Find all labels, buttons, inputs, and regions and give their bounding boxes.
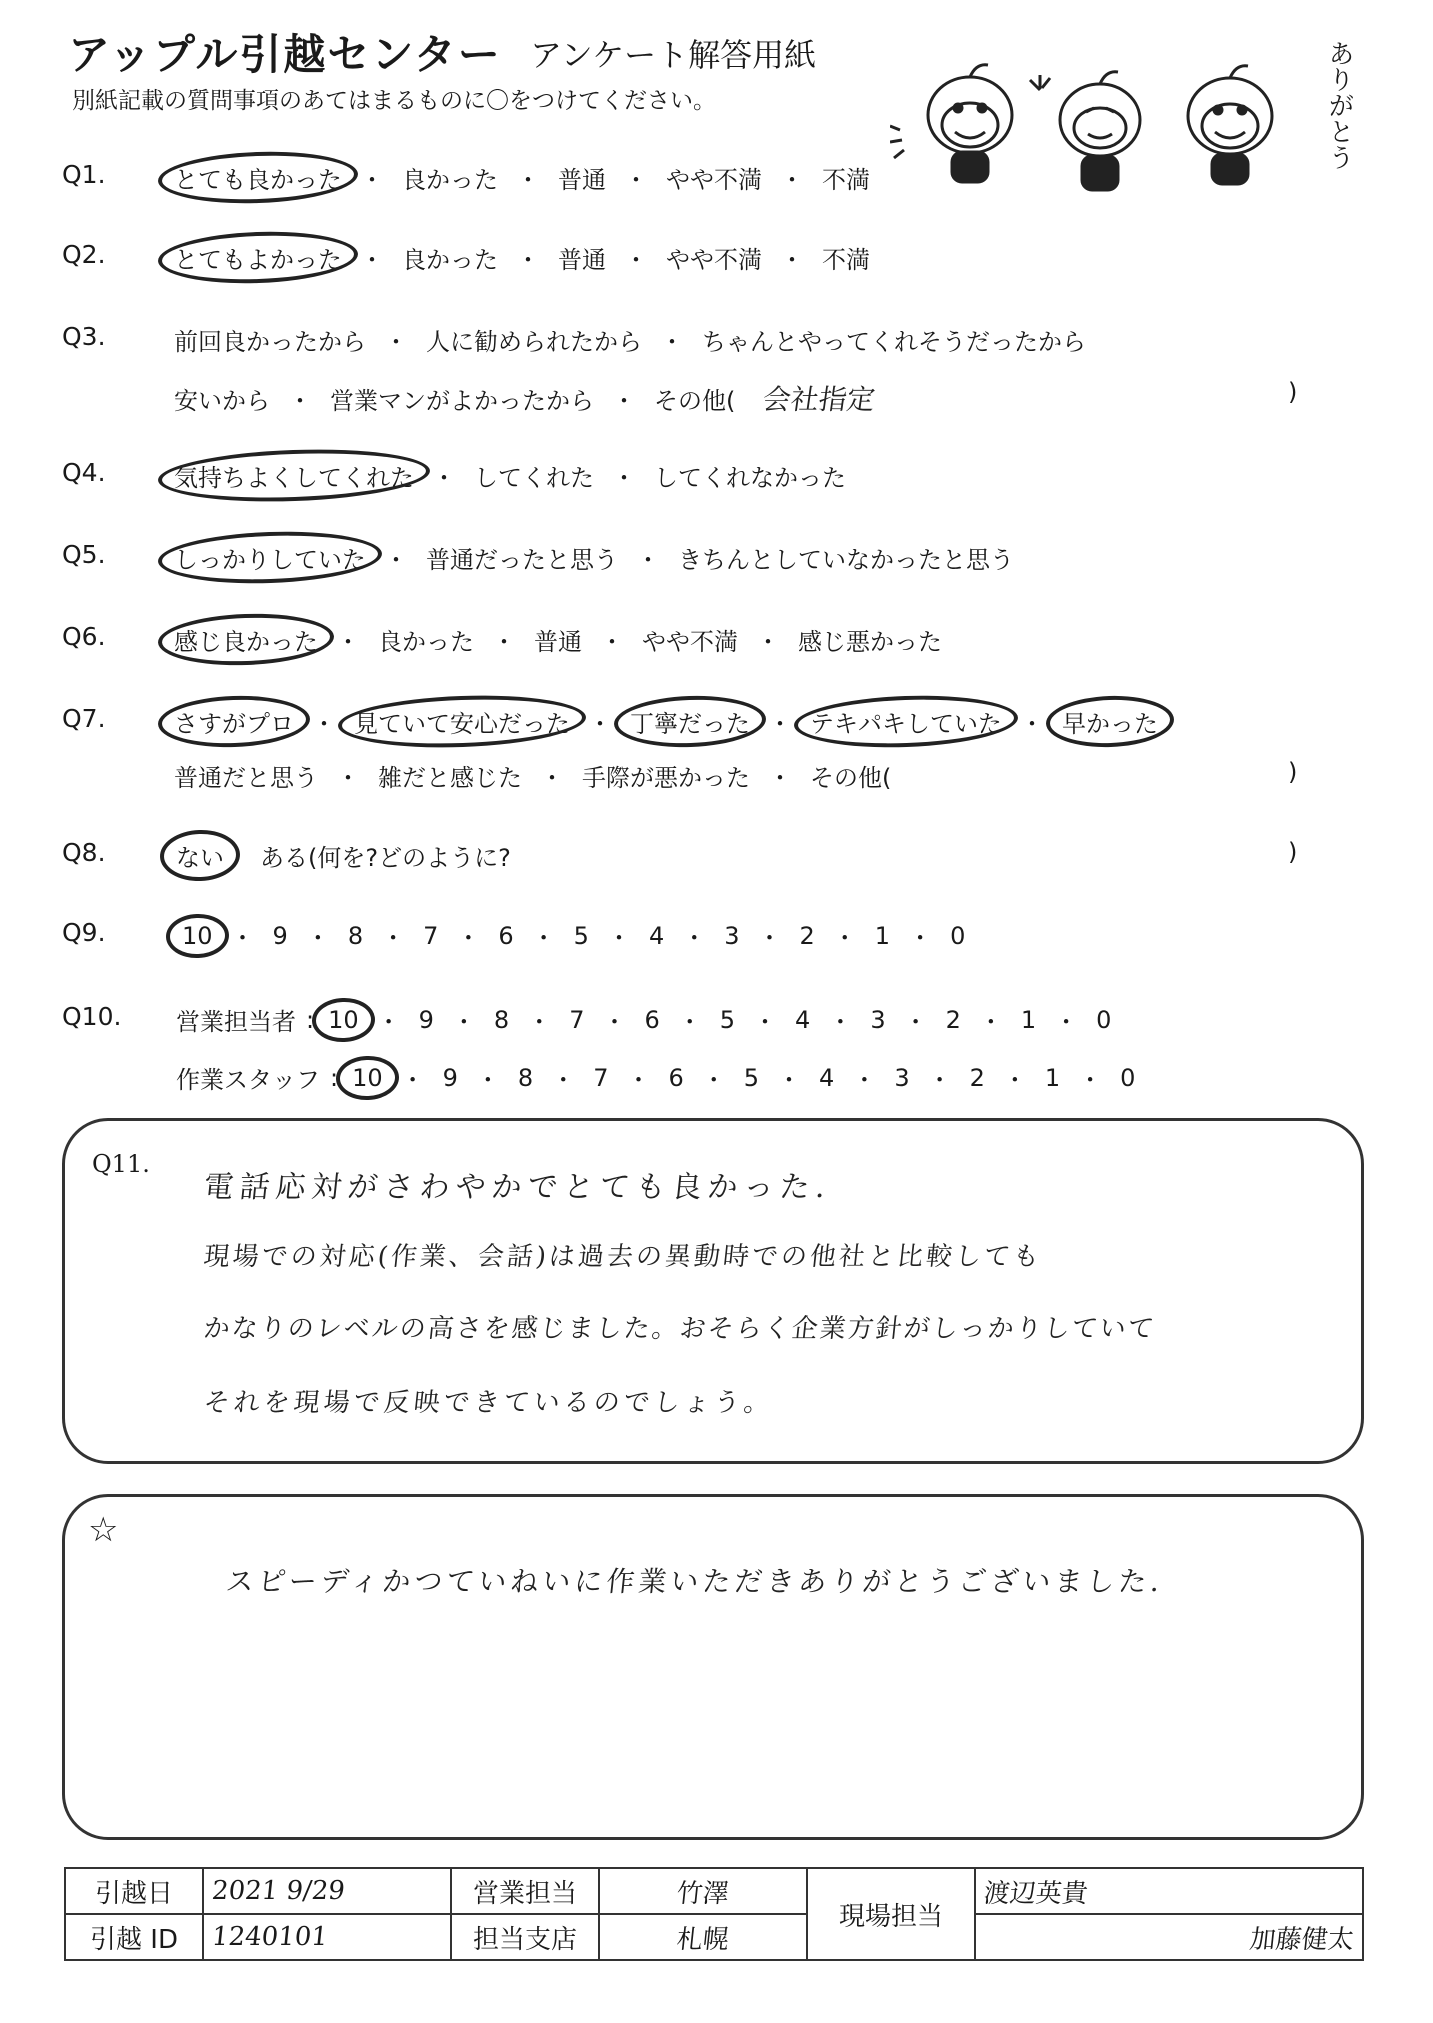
q9-score[interactable]: 0 bbox=[950, 921, 966, 950]
q11-handwritten-line: 電話応対がさわやかでとても良かった. bbox=[201, 1170, 834, 1205]
q10-staff-score[interactable]: 2 bbox=[969, 1063, 985, 1092]
q10-sales-score[interactable]: 9 bbox=[418, 1005, 434, 1034]
q5-option[interactable]: しっかりしていた bbox=[170, 540, 370, 575]
q3-option[interactable]: 前回良かったから bbox=[174, 328, 366, 356]
free-comment-box[interactable] bbox=[62, 1494, 1364, 1840]
q10-staff-score[interactable]: 3 bbox=[894, 1063, 910, 1092]
q10-sales-scale: 営業担当者 : 10 ・ 9 ・ 8 ・ 7 ・ 6 ・ 5 ・ 4 ・ 3 ・ 2 ・ 1 ・ 0 bbox=[176, 1002, 1115, 1037]
q7-option[interactable]: 普通だと思う bbox=[174, 764, 318, 792]
move-date-label: 引越日 bbox=[65, 1868, 203, 1914]
q1-options: とても良かった ・ 良かった ・ 普通 ・ やや不満 ・ 不満 bbox=[170, 160, 874, 195]
q7-option[interactable]: テキパキしていた bbox=[806, 704, 1006, 739]
branch-value: 札幌 bbox=[597, 1914, 810, 1960]
q3-label: Q3. bbox=[62, 322, 106, 351]
site-rep-label: 現場担当 bbox=[807, 1868, 975, 1960]
q5-option[interactable]: きちんとしていなかったと思う bbox=[678, 546, 1014, 574]
sales-rep-label: 営業担当 bbox=[451, 1868, 599, 1914]
q9-score[interactable]: 4 bbox=[648, 921, 665, 950]
q4-option[interactable]: 気持ちよくしてくれた bbox=[170, 458, 418, 493]
q3-option-other[interactable]: その他( bbox=[654, 386, 736, 415]
q1-option[interactable]: 良かった bbox=[402, 166, 498, 194]
q9-score[interactable]: 1 bbox=[874, 921, 891, 950]
q6-option[interactable]: 良かった bbox=[378, 628, 474, 656]
q9-score[interactable]: 2 bbox=[799, 921, 815, 950]
q3-other-handwritten: 会社指定 bbox=[760, 383, 878, 416]
q4-label: Q4. bbox=[62, 458, 106, 487]
q7-option[interactable]: 早かった bbox=[1058, 704, 1162, 739]
q10-staff-label: 作業スタッフ bbox=[176, 1066, 320, 1094]
move-date-value: 2021 9/29 bbox=[201, 1868, 454, 1914]
q9-score[interactable]: 7 bbox=[423, 921, 439, 950]
monkey-mascot-right bbox=[1188, 66, 1272, 184]
q7-options-line2: 普通だと思う ・ 雑だと感じた ・ 手際が悪かった ・ その他( bbox=[170, 758, 895, 793]
q3-option[interactable]: 営業マンがよかったから bbox=[330, 386, 594, 415]
q10-sales-score[interactable]: 3 bbox=[870, 1005, 886, 1034]
q1-label: Q1. bbox=[62, 160, 106, 189]
q2-option[interactable]: 不満 bbox=[822, 246, 870, 274]
q9-score[interactable]: 5 bbox=[573, 921, 589, 950]
q10-label: Q10. bbox=[62, 1002, 122, 1031]
q7-option[interactable]: 手際が悪かった bbox=[582, 764, 750, 792]
q6-options: 感じ良かった ・ 良かった ・ 普通 ・ やや不満 ・ 感じ悪かった bbox=[170, 622, 946, 657]
q8-close-paren: ) bbox=[1288, 838, 1298, 866]
q10-staff-score[interactable]: 1 bbox=[1044, 1063, 1061, 1092]
q6-option[interactable]: 普通 bbox=[534, 628, 582, 656]
q3-option[interactable]: ちゃんとやってくれそうだったから bbox=[702, 328, 1086, 356]
monkey-mascot-center bbox=[1030, 72, 1140, 190]
q10-staff-scale: 作業スタッフ : 10 ・ 9 ・ 8 ・ 7 ・ 6 ・ 5 ・ 4 ・ 3 ・ 2 ・ 1 ・ 0 bbox=[176, 1060, 1139, 1095]
move-id-value: 1240101 bbox=[201, 1914, 454, 1960]
q10-sales-score[interactable]: 10 bbox=[324, 1006, 363, 1034]
q10-sales-score[interactable]: 6 bbox=[644, 1005, 660, 1034]
q3-options-line2: 安いから ・ 営業マンがよかったから ・ その他( 会社指定 bbox=[170, 378, 875, 418]
q4-option[interactable]: してくれた bbox=[474, 464, 594, 492]
q4-option[interactable]: してくれなかった bbox=[654, 464, 846, 492]
q3-options-line1: 前回良かったから ・ 人に勧められたから ・ ちゃんとやってくれそうだったから bbox=[170, 322, 1090, 357]
q9-score[interactable]: 6 bbox=[498, 921, 514, 950]
q7-option[interactable]: 雑だと感じた bbox=[378, 764, 522, 792]
q10-sales-score[interactable]: 4 bbox=[795, 1005, 811, 1034]
q9-label: Q9. bbox=[62, 918, 106, 947]
q7-option[interactable]: 見ていて安心だった bbox=[350, 704, 574, 739]
instruction-text: 別紙記載の質問事項のあてはまるものに〇をつけてください。 bbox=[72, 88, 716, 114]
q10-staff-score[interactable]: 8 bbox=[517, 1063, 534, 1092]
q10-sales-score[interactable]: 2 bbox=[945, 1005, 961, 1034]
q1-option[interactable]: とても良かった bbox=[170, 160, 346, 195]
q9-score[interactable]: 9 bbox=[272, 921, 288, 950]
q10-sales-label: 営業担当者 bbox=[176, 1008, 296, 1036]
q1-option[interactable]: 普通 bbox=[558, 166, 606, 194]
q6-option[interactable]: やや不満 bbox=[642, 628, 738, 656]
q9-score[interactable]: 3 bbox=[724, 921, 740, 950]
form-title: アンケート解答用紙 bbox=[530, 36, 817, 74]
q6-option[interactable]: 感じ良かった bbox=[170, 622, 322, 657]
move-id-label: 引越 ID bbox=[65, 1914, 203, 1960]
q4-options: 気持ちよくしてくれた ・ してくれた ・ してくれなかった bbox=[170, 458, 850, 493]
q8-label: Q8. bbox=[62, 838, 106, 867]
q11-handwritten-line: かなりのレベルの高さを感じました。おそらく企業方針がしっかりしていて bbox=[202, 1314, 1158, 1344]
q3-option[interactable]: 安いから bbox=[174, 386, 270, 415]
company-title: アップル引越センター bbox=[68, 30, 502, 79]
q1-option[interactable]: やや不満 bbox=[666, 166, 762, 194]
q7-option[interactable]: さすがプロ bbox=[170, 704, 298, 739]
branch-label: 担当支店 bbox=[451, 1914, 599, 1960]
q10-staff-score[interactable]: 10 bbox=[348, 1064, 387, 1092]
q7-option-other[interactable]: その他( bbox=[810, 764, 892, 792]
q10-sales-score[interactable]: 0 bbox=[1096, 1005, 1112, 1034]
footer-info-table bbox=[64, 1867, 1364, 1961]
q2-label: Q2. bbox=[62, 240, 106, 269]
q10-staff-score[interactable]: 5 bbox=[743, 1063, 760, 1092]
q1-option[interactable]: 不満 bbox=[822, 166, 870, 194]
q5-options: しっかりしていた ・ 普通だったと思う ・ きちんとしていなかったと思う bbox=[170, 540, 1018, 575]
q8-options bbox=[172, 838, 515, 873]
star-box-handwritten-text: スピーディかつていねいに作業いただきありがとうございました. bbox=[224, 1565, 1166, 1598]
q2-option[interactable]: 良かった bbox=[402, 246, 498, 274]
q9-score[interactable]: 10 bbox=[178, 922, 217, 950]
mascot-illustration bbox=[890, 20, 1370, 210]
q11-handwritten-line: それを現場で反映できているのでしょう。 bbox=[202, 1388, 776, 1418]
q7-option[interactable]: 丁寧だった bbox=[626, 704, 754, 739]
q11-label: Q11. bbox=[92, 1150, 150, 1178]
star-icon: ☆ bbox=[88, 1510, 119, 1550]
site-rep-value-2: 加藤健太 bbox=[973, 1914, 1366, 1960]
q5-label: Q5. bbox=[62, 540, 106, 569]
q10-sales-score[interactable]: 7 bbox=[569, 1005, 585, 1034]
q3-close-paren: ) bbox=[1288, 378, 1298, 406]
q9-score[interactable]: 8 bbox=[347, 921, 364, 950]
q6-label: Q6. bbox=[62, 622, 106, 651]
q2-option[interactable]: やや不満 bbox=[666, 246, 762, 274]
monkey-mascot-left bbox=[890, 65, 1012, 182]
q2-option[interactable]: 普通 bbox=[558, 246, 606, 274]
q11-handwritten-line: 現場での対応(作業、会話)は過去の異動時での他社と比較しても bbox=[202, 1242, 1044, 1272]
mascot-caption: ありがとう bbox=[1324, 40, 1354, 170]
q10-sales-score[interactable]: 1 bbox=[1020, 1005, 1037, 1034]
q2-options: とてもよかった ・ 良かった ・ 普通 ・ やや不満 ・ 不満 bbox=[170, 240, 874, 275]
q10-staff-score[interactable]: 7 bbox=[593, 1063, 609, 1092]
sales-rep-value: 竹澤 bbox=[597, 1868, 810, 1914]
q10-staff-score[interactable]: 4 bbox=[819, 1063, 835, 1092]
q10-staff-score[interactable]: 0 bbox=[1120, 1063, 1136, 1092]
q2-option[interactable]: とてもよかった bbox=[170, 240, 346, 275]
q7-close-paren: ) bbox=[1288, 758, 1298, 786]
q7-options-line1: さすがプロ ・ 見ていて安心だった ・ 丁寧だった ・ テキパキしていた ・ 早かった bbox=[170, 704, 1162, 739]
q3-option[interactable]: 人に勧められたから bbox=[426, 328, 642, 356]
q10-staff-score[interactable]: 9 bbox=[442, 1063, 458, 1092]
q5-option[interactable]: 普通だったと思う bbox=[426, 546, 618, 574]
q10-sales-score[interactable]: 8 bbox=[493, 1005, 510, 1034]
q10-staff-score[interactable]: 6 bbox=[668, 1063, 684, 1092]
site-rep-value: 渡辺英貴 bbox=[973, 1868, 1366, 1914]
q10-sales-score[interactable]: 5 bbox=[719, 1005, 736, 1034]
q8-option[interactable]: ある(何を?どのように? bbox=[260, 844, 511, 872]
q9-scale: 10 ・ 9 ・ 8 ・ 7 ・ 6 ・ 5 ・ 4 ・ 3 ・ 2 ・ 1 ・ 0 bbox=[178, 918, 969, 953]
q8-option[interactable]: ない bbox=[172, 838, 228, 873]
q6-option[interactable]: 感じ悪かった bbox=[798, 628, 942, 656]
q7-label: Q7. bbox=[62, 704, 106, 733]
